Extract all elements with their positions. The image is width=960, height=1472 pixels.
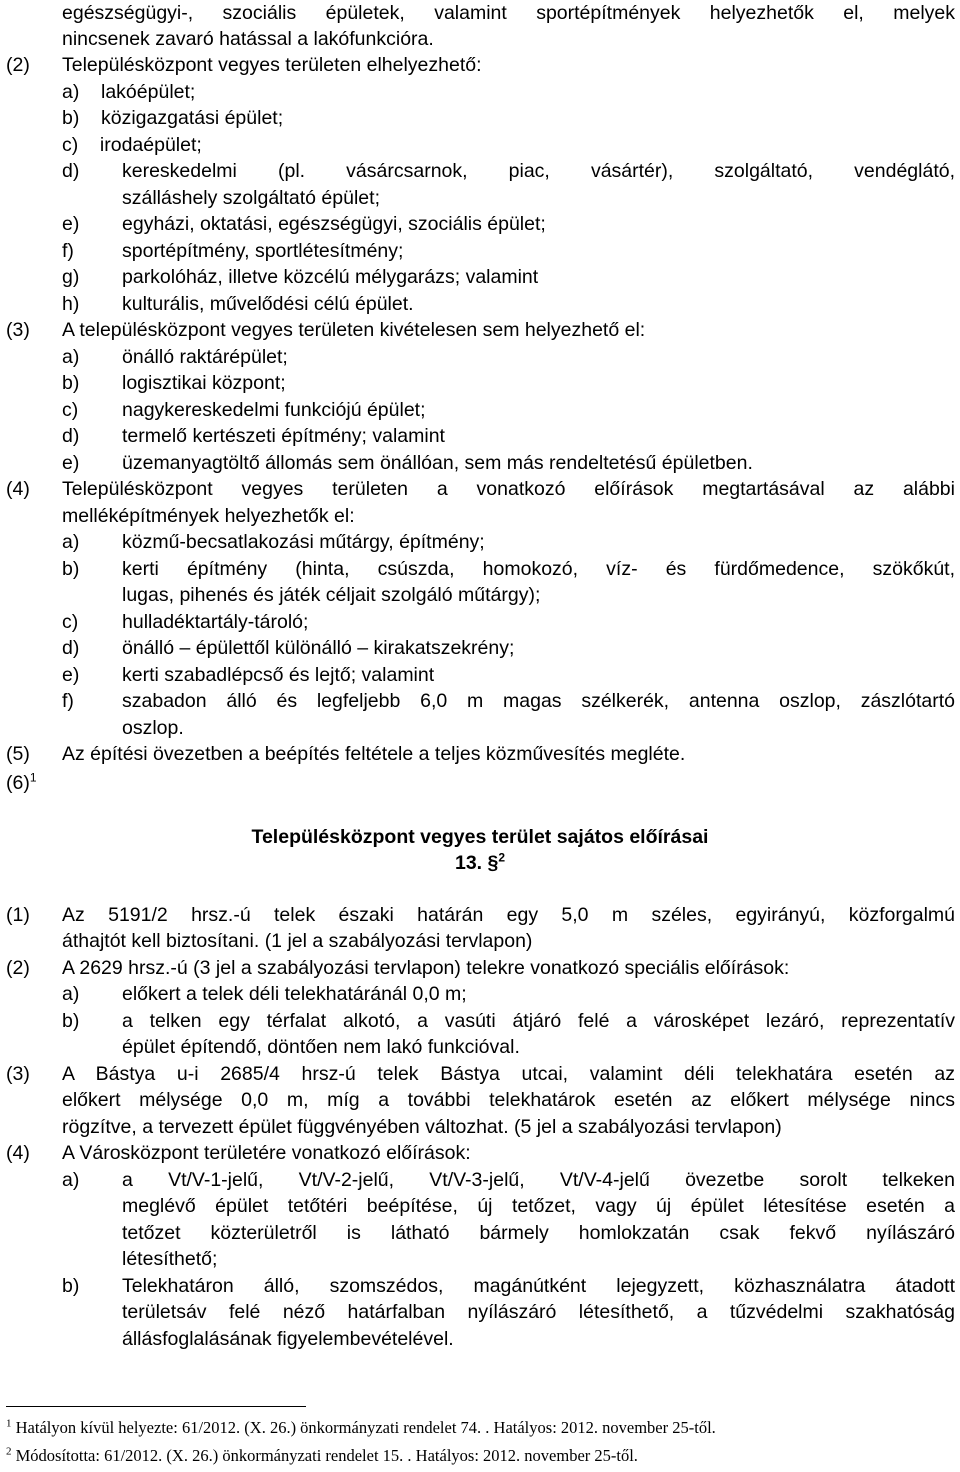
list-label: e) xyxy=(62,452,80,474)
text-line: meglévő épület tetőtéri beépítése, új tetőzet, vagy új épület létesítése esetén a xyxy=(122,1195,955,1217)
text-line: Településközpont vegyes területen a vonatkozó előírások megtartásával az alábbi xyxy=(62,478,955,500)
text-line: Az 5191/2 hrsz.-ú telek északi határán egy 5,0 m széles, egyirányú, közforgalmú xyxy=(62,904,955,926)
text-line: egészségügyi-, szociális épületek, valamint sportépítmények helyezhetők el, melyek xyxy=(62,2,955,24)
text-line: b) közigazgatási épület; xyxy=(62,107,284,129)
paragraph-number: (2) xyxy=(6,54,30,76)
text-line: tetőzet közterületről is látható bármely homlokzatán csak fekvő nyílászáró xyxy=(122,1222,955,1244)
list-label: b) xyxy=(62,372,80,394)
list-label: a) xyxy=(62,983,80,1005)
list-label: d) xyxy=(62,637,80,659)
text-line: szálláshely szolgáltató épület; xyxy=(122,187,380,209)
text-line: lugas, pihenés és játék céljait szolgáló műtárgy); xyxy=(122,584,541,606)
list-label: c) xyxy=(62,611,79,633)
list-label: e) xyxy=(62,213,80,235)
text-line: a telken egy térfalat alkotó, a vasúti átjáró felé a városképet lezáró, reprezentatív xyxy=(122,1010,955,1032)
text-line: Az építési övezetben a beépítés feltétele a teljes közművesítés megléte. xyxy=(62,743,686,765)
text-line: parkolóház, illetve közcélú mélygarázs; valamint xyxy=(122,266,539,288)
text-line: hulladéktartály-tároló; xyxy=(122,611,309,633)
paragraph-number: (5) xyxy=(6,743,30,765)
footnote-ref: 2 xyxy=(498,850,506,865)
text-line: üzemanyagtöltő állomás sem önállóan, sem más rendeltetésű épületben. xyxy=(122,452,753,474)
text-line: létesíthető; xyxy=(122,1248,218,1270)
paragraph-number: $(6)^1$ xyxy=(6,770,37,794)
text-line: Településközpont vegyes területen elhelyezhető: xyxy=(62,54,482,76)
text-line: a Vt/V-1-jelű, Vt/V-2-jelű, Vt/V-3-jelű, Vt/V-4-jelű övezetbe sorolt telkeken xyxy=(122,1169,955,1191)
text-line: egyházi, oktatási, egészségügyi, szociális épület; xyxy=(122,213,546,235)
section-number: 13. §$^2$ xyxy=(454,850,506,874)
text-line: oszlop. xyxy=(122,717,184,739)
text-line: önálló – épülettől különálló – kirakatszekrény; xyxy=(122,637,515,659)
text-line: áthajtót kell biztosítani. (1 jel a szabályozási tervlapon) xyxy=(62,930,533,952)
text-line: épület építendő, döntően nem lakó funkcióval. xyxy=(122,1036,520,1058)
text-line: A Városközpont területére vonatkozó előírások: xyxy=(62,1142,471,1164)
text-line: c) irodaépület; xyxy=(62,134,202,156)
paragraph-number: (1) xyxy=(6,904,30,926)
list-label: d) xyxy=(62,425,80,447)
paragraph-number: (3) xyxy=(6,319,30,341)
footnote-2: $^2$ Módosította: 61/2012. (X. 26.) önkormányzati rendelet 15. . Hatályos: 2012. november 25-től. xyxy=(6,1445,638,1465)
list-label: a) xyxy=(62,346,80,368)
paragraph-number: (2) xyxy=(6,957,30,979)
text-line: nagykereskedelmi funkciójú épület; xyxy=(122,399,426,421)
list-label: f) xyxy=(62,690,74,712)
text-line: közmű-becsatlakozási műtárgy, építmény; xyxy=(122,531,485,553)
footnote-1: $^1$ Hatályon kívül helyezte: 61/2012. (X. 26.) önkormányzati rendelet 74. . Hatályos: 2012. november 25-től. xyxy=(6,1417,716,1437)
text-line: sportépítmény, sportlétesítmény; xyxy=(122,240,404,262)
text-line: Telekhatáron álló, szomszédos, magánútként lejegyzett, közhasználatra átadott xyxy=(122,1275,955,1297)
list-label: e) xyxy=(62,664,80,686)
list-label: a) xyxy=(62,1169,80,1191)
text-line: rögzítve, a tervezett épület függvényében változhat. (5 jel a szabályozási tervlapon) xyxy=(62,1116,782,1138)
list-label: d) xyxy=(62,160,80,182)
text-line: kerti építmény (hinta, csúszda, homokozó, víz- és fürdőmedence, szökőkút, xyxy=(122,558,955,580)
text-line: kulturális, művelődési célú épület. xyxy=(122,293,414,315)
footnote-ref: 1 xyxy=(29,770,37,785)
text-line: kerti szabadlépcső és lejtő; valamint xyxy=(122,664,435,686)
list-label: b) xyxy=(62,558,80,580)
footnote-divider xyxy=(6,1406,306,1407)
list-label: a) xyxy=(62,531,80,553)
text-line: területsáv felé néző határfalban nyílászáró létesíthető, a tűzvédelmi szakhatóság xyxy=(122,1301,955,1323)
list-label: c) xyxy=(62,399,79,421)
text-line: nincsenek zavaró hatással a lakófunkcióra. xyxy=(62,28,434,50)
paragraph-number: (4) xyxy=(6,478,30,500)
list-label: f) xyxy=(62,240,74,262)
text-line: termelő kertészeti építmény; valamint xyxy=(122,425,445,447)
text-line: A 2629 hrsz.-ú (3 jel a szabályozási tervlapon) telekre vonatkozó speciális előírások: xyxy=(62,957,790,979)
text-line: logisztikai központ; xyxy=(122,372,286,394)
text-line: A településközpont vegyes területen kivételesen sem helyezhető el: xyxy=(62,319,646,341)
text-line: melléképítmények helyezhetők el: xyxy=(62,505,355,527)
list-label: b) xyxy=(62,1010,80,1032)
text-line: előkert mélysége 0,0 m, míg a további telekhatárok esetén az előkert mélysége nincs xyxy=(62,1089,955,1111)
text-line: állásfoglalásának figyelembevételével. xyxy=(122,1328,454,1350)
section-title: Településközpont vegyes terület sajátos előírásai xyxy=(251,826,709,848)
paragraph-number: (3) xyxy=(6,1063,30,1085)
text-line: önálló raktárépület; xyxy=(122,346,288,368)
text-line: kereskedelmi (pl. vásárcsarnok, piac, vásártér), szolgáltató, vendéglátó, xyxy=(122,160,955,182)
text-line: a) lakóépület; xyxy=(62,81,196,103)
list-label: h) xyxy=(62,293,80,315)
text-line: A Bástya u-i 2685/4 hrsz-ú telek Bástya utcai, valamint déli telekhatára esetén az xyxy=(62,1063,955,1085)
list-label: b) xyxy=(62,1275,80,1297)
list-label: g) xyxy=(62,266,80,288)
text-line: előkert a telek déli telekhatáránál 0,0 m; xyxy=(122,983,467,1005)
paragraph-number: (4) xyxy=(6,1142,30,1164)
text-line: szabadon álló és legfeljebb 6,0 m magas szélkerék, antenna oszlop, zászlótartó xyxy=(122,690,955,712)
